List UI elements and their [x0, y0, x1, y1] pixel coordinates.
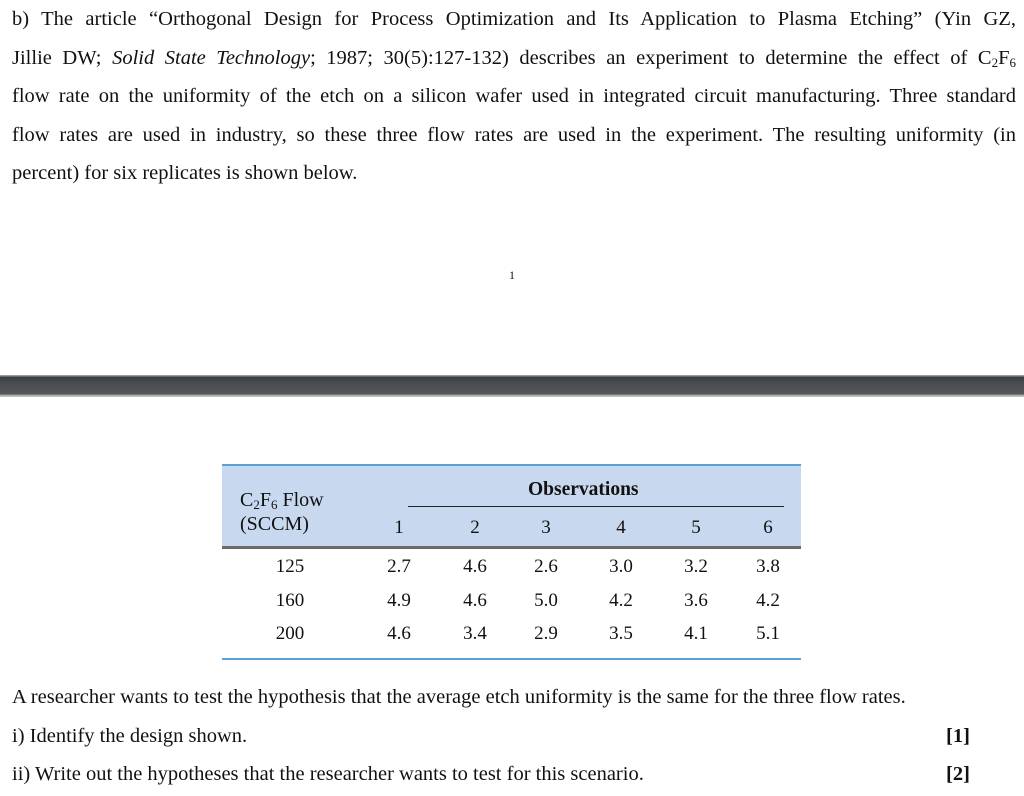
table-row: [222, 590, 801, 624]
group-header-rule: [408, 506, 784, 507]
cell: 4.6: [463, 556, 487, 577]
column-header-3: 3: [541, 517, 551, 538]
column-header-6: 6: [763, 517, 773, 538]
intro-line-3: flow rate on the uniformity of the etch on a silicon wafer used in integrated circuit manufacturing. Three standard: [12, 85, 1016, 107]
table-bottom-rule: [222, 658, 801, 660]
cell: 3.2: [684, 556, 708, 577]
page-number: 1: [509, 268, 515, 282]
cell: 3.0: [609, 556, 633, 577]
marks-ii: [2]: [946, 763, 970, 785]
cell: 2.9: [534, 623, 558, 644]
cell: 3.5: [609, 623, 633, 644]
column-header-4: 4: [616, 517, 626, 538]
question-i: i) Identify the design shown.: [12, 725, 248, 747]
table-row: [222, 556, 801, 590]
flow-column-header: $C_2F_6$ Flow (SCCM): [240, 489, 324, 535]
cell: 4.9: [387, 589, 411, 611]
column-header-1: 1: [394, 517, 404, 538]
cell: 2.6: [534, 556, 558, 577]
question-ii: ii) Write out the hypotheses that the researcher wants to test for this scenario.: [12, 763, 644, 785]
cell: 3.6: [684, 589, 708, 611]
cell: 4.1: [684, 623, 708, 644]
cell: 4.6: [387, 623, 411, 644]
intro-line-4: flow rates are used in industry, so these three flow rates are used in the experiment. The resulting uniformity (in: [12, 123, 1016, 146]
observations-group-header: Observations: [528, 479, 639, 500]
flow-value: 125: [275, 556, 305, 577]
intro-line-2: Jillie DW; Solid State Technology; 1987; 30(5):127-132) describes an experiment to determine the effect of $C_2F_6$: [12, 46, 1016, 70]
marks-i: [1]: [946, 725, 970, 747]
question-stem: A researcher wants to test the hypothesis that the average etch uniformity is the same for the three flow rates.: [12, 686, 906, 708]
intro-paragraph: [12, 0, 1016, 193]
intro-line-5: percent) for six replicates is shown below.: [12, 162, 358, 184]
cell: 4.2: [609, 589, 633, 611]
cell: 4.2: [756, 589, 780, 611]
cell: 2.7: [387, 556, 411, 577]
table-row: [222, 623, 801, 657]
cell: 3.4: [463, 623, 487, 644]
flow-value: 200: [275, 623, 305, 644]
cell: 4.6: [463, 589, 487, 611]
table-header: [222, 464, 801, 549]
intro-line-1: b) The article “Orthogonal Design for Process Optimization and Its Application to Plasma Etching” (Yin GZ,: [12, 8, 1016, 30]
cell: 5.1: [756, 623, 780, 644]
page-separator-bar: [0, 375, 1024, 397]
journal-title: Solid State Technology: [112, 46, 311, 69]
observations-table: [222, 464, 801, 662]
column-header-5: 5: [691, 517, 701, 538]
cell: 5.0: [534, 589, 558, 611]
column-header-2: 2: [470, 517, 480, 538]
flow-value: 160: [275, 589, 305, 611]
cell: 3.8: [756, 556, 780, 577]
table-body: [222, 556, 801, 657]
